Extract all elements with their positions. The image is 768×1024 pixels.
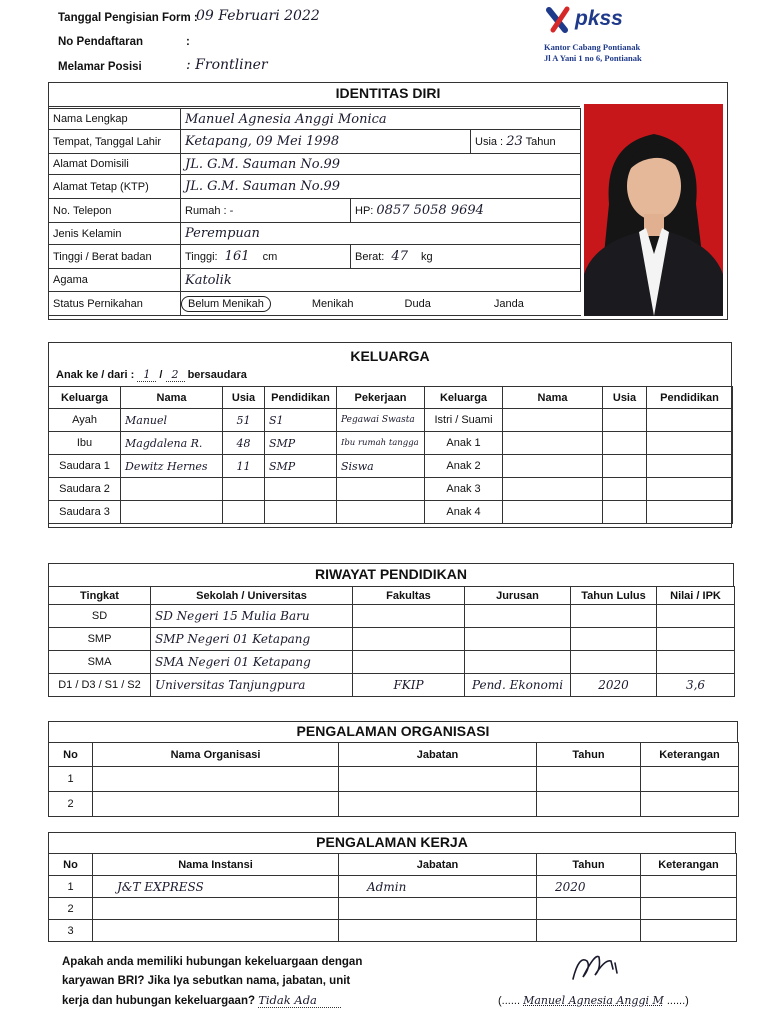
cell: Pend. Ekonomi — [465, 674, 571, 697]
pend-col-tahun-lulus: Tahun Lulus — [571, 587, 657, 605]
cell — [339, 898, 537, 920]
cell: Magdalena R. — [121, 432, 223, 455]
org-col-jabatan: Jabatan — [339, 743, 537, 767]
kerja-col-no: No — [49, 854, 93, 876]
cell — [641, 898, 737, 920]
anak-ke: 1 — [137, 368, 156, 382]
usia-value: 23 — [506, 134, 523, 149]
table-row — [49, 605, 735, 628]
cell: 1 — [49, 767, 93, 792]
cell — [571, 651, 657, 674]
cell: Anak 2 — [425, 455, 503, 478]
organisasi-header-row — [49, 743, 739, 767]
identitas-title: IDENTITAS DIRI — [335, 85, 441, 101]
signature-line — [498, 994, 689, 1007]
cell — [603, 501, 647, 524]
signature-name: Manuel Agnesia Anggi M — [523, 994, 664, 1007]
cell: 3 — [49, 920, 93, 942]
cell — [503, 455, 603, 478]
cell — [353, 628, 465, 651]
pend-col-nilai: Nilai / IPK — [657, 587, 735, 605]
cell — [265, 478, 337, 501]
cell: 3,6 — [657, 674, 735, 697]
usia-label: Usia : — [475, 136, 504, 148]
kerja-col-instansi: Nama Instansi — [93, 854, 339, 876]
cell — [93, 792, 339, 817]
cell — [353, 651, 465, 674]
status-duda: Duda — [404, 297, 431, 310]
table-row — [49, 792, 739, 817]
kerja-col-keterangan: Keterangan — [641, 854, 737, 876]
cell — [571, 628, 657, 651]
cell — [503, 501, 603, 524]
cell — [339, 920, 537, 942]
cell: SMP Negeri 01 Ketapang — [151, 628, 353, 651]
cell — [657, 628, 735, 651]
rumah-value: - — [229, 204, 234, 217]
kerja-header-row — [49, 854, 737, 876]
office-line-1: Kantor Cabang Pontianak — [544, 42, 641, 52]
table-row — [49, 651, 735, 674]
cell — [121, 478, 223, 501]
kel-col-nama: Nama — [121, 387, 223, 409]
kel-col-keluarga-2: Keluarga — [425, 387, 503, 409]
table-row — [49, 920, 737, 942]
cell — [603, 478, 647, 501]
cell — [641, 876, 737, 898]
cell — [121, 501, 223, 524]
applicant-photo — [583, 103, 724, 317]
table-row — [49, 501, 733, 524]
tetap-value: JL. G.M. Sauman No.99 — [181, 175, 581, 199]
domisili-value: JL. G.M. Sauman No.99 — [181, 154, 581, 175]
cell: D1 / D3 / S1 / S2 — [49, 674, 151, 697]
cell — [537, 792, 641, 817]
office-line-2: Jl A Yani 1 no 6, Pontianak — [544, 53, 642, 63]
cell: Universitas Tanjungpura — [151, 674, 353, 697]
organisasi-title: PENGALAMAN ORGANISASI — [296, 723, 490, 739]
org-col-no: No — [49, 743, 93, 767]
cell — [503, 432, 603, 455]
portrait-image — [584, 104, 723, 316]
cell: SD Negeri 15 Mulia Baru — [151, 605, 353, 628]
position-value: : Frontliner — [186, 57, 268, 73]
nama-label: Nama Lengkap — [49, 109, 181, 130]
berat-value: 47 — [391, 249, 408, 264]
status-options — [181, 292, 581, 316]
kel-col-pekerjaan: Pekerjaan — [337, 387, 425, 409]
kel-col-nama-2: Nama — [503, 387, 603, 409]
cell: 2 — [49, 792, 93, 817]
cell — [657, 605, 735, 628]
question-line-3-text: kerja dan hubungan kekeluargaan? — [62, 995, 255, 1007]
cell: Saudara 2 — [49, 478, 121, 501]
cell — [603, 409, 647, 432]
cell: Anak 4 — [425, 501, 503, 524]
cell: 1 — [49, 876, 93, 898]
cell: FKIP — [353, 674, 465, 697]
cell: Ibu — [49, 432, 121, 455]
cell: 2020 — [537, 876, 641, 898]
cell: 2020 — [571, 674, 657, 697]
reg-no-label: No Pendaftaran — [58, 36, 143, 48]
keluarga-table — [48, 386, 733, 524]
cell — [603, 455, 647, 478]
cell — [93, 920, 339, 942]
kel-col-usia-2: Usia — [603, 387, 647, 409]
cell: SMP — [265, 432, 337, 455]
question-line-3 — [62, 991, 362, 1011]
cell: Manuel — [121, 409, 223, 432]
identitas-table — [48, 108, 581, 316]
keluarga-title: KELUARGA — [350, 348, 430, 364]
pend-col-fakultas: Fakultas — [353, 587, 465, 605]
signature-open: (...... — [498, 995, 520, 1007]
pendidikan-table — [48, 586, 735, 697]
rumah-cell — [181, 199, 351, 223]
bri-answer: Tidak Ada — [258, 993, 341, 1008]
ttl-label: Tempat, Tanggal Lahir — [49, 130, 181, 154]
cell — [647, 455, 733, 478]
table-row — [49, 674, 735, 697]
cell — [537, 898, 641, 920]
table-row — [49, 876, 737, 898]
cell: 2 — [49, 898, 93, 920]
pendidikan-header-row — [49, 587, 735, 605]
anak-label-prefix: Anak ke / dari : — [56, 369, 135, 381]
cell: Anak 1 — [425, 432, 503, 455]
question-line-2: karyawan BRI? Jika Iya sebutkan nama, jabatan, unit — [62, 975, 351, 987]
agama-value: Katolik — [181, 269, 581, 292]
pend-col-sekolah: Sekolah / Universitas — [151, 587, 353, 605]
cell — [223, 501, 265, 524]
cell — [603, 432, 647, 455]
signature-mark — [565, 947, 625, 987]
cell — [265, 501, 337, 524]
table-row — [49, 898, 737, 920]
cell: Siswa — [337, 455, 425, 478]
domisili-label: Alamat Domisili — [49, 154, 181, 175]
tb-label: Tinggi / Berat badan — [49, 245, 181, 269]
cell: S1 — [265, 409, 337, 432]
cell — [641, 792, 739, 817]
cell: Dewitz Hernes — [121, 455, 223, 478]
cell: SMA — [49, 651, 151, 674]
cell — [93, 767, 339, 792]
reg-no-colon: : — [186, 36, 190, 48]
identitas-title-rule — [48, 106, 580, 107]
kerja-col-tahun: Tahun — [537, 854, 641, 876]
berat-label: Berat: — [355, 251, 385, 263]
cell: SMA Negeri 01 Ketapang — [151, 651, 353, 674]
pendidikan-title: RIWAYAT PENDIDIKAN — [315, 566, 467, 582]
cell — [503, 409, 603, 432]
cell: Saudara 3 — [49, 501, 121, 524]
berat-cell — [351, 245, 581, 269]
telp-label: No. Telepon — [49, 199, 181, 223]
cell — [465, 651, 571, 674]
org-col-nama: Nama Organisasi — [93, 743, 339, 767]
hp-cell — [351, 199, 581, 223]
kg-unit: kg — [421, 251, 433, 263]
cell — [337, 478, 425, 501]
cell — [465, 628, 571, 651]
cell — [337, 501, 425, 524]
cell — [465, 605, 571, 628]
question-line-1: Apakah anda memiliki hubungan kekeluargaan dengan — [62, 956, 363, 968]
bri-question — [62, 953, 362, 1011]
cell — [339, 767, 537, 792]
table-row — [49, 767, 739, 792]
cell: Ayah — [49, 409, 121, 432]
tetap-label: Alamat Tetap (KTP) — [49, 175, 181, 199]
tinggi-value: 161 — [224, 249, 250, 264]
cell — [93, 898, 339, 920]
org-col-keterangan: Keterangan — [641, 743, 739, 767]
cell: Pegawai Swasta — [337, 409, 425, 432]
cell: J&T EXPRESS — [93, 876, 339, 898]
cell — [647, 432, 733, 455]
cell — [223, 478, 265, 501]
pend-col-tingkat: Tingkat — [49, 587, 151, 605]
cell — [641, 920, 737, 942]
cell — [647, 409, 733, 432]
table-row — [49, 455, 733, 478]
status-menikah: Menikah — [311, 297, 354, 310]
cell: SD — [49, 605, 151, 628]
cell: Ibu rumah tangga — [337, 432, 425, 455]
cell — [339, 792, 537, 817]
anak-label-suffix: bersaudara — [187, 369, 247, 381]
hp-value: 0857 5058 9694 — [376, 203, 484, 218]
brand-name: pkss — [575, 7, 623, 30]
table-row — [49, 628, 735, 651]
table-row — [49, 478, 733, 501]
table-row — [49, 432, 733, 455]
kerja-table — [48, 853, 737, 942]
keluarga-header-row — [49, 387, 733, 409]
cell: 48 — [223, 432, 265, 455]
org-col-tahun: Tahun — [537, 743, 641, 767]
anak-dari: 2 — [166, 368, 185, 382]
cell: SMP — [49, 628, 151, 651]
hp-label: HP: — [355, 205, 374, 217]
pend-col-jurusan: Jurusan — [465, 587, 571, 605]
status-belum-menikah: Belum Menikah — [181, 296, 271, 312]
cell — [647, 501, 733, 524]
usia-cell — [471, 130, 581, 154]
cell: Anak 3 — [425, 478, 503, 501]
cell: 11 — [223, 455, 265, 478]
cell: Istri / Suami — [425, 409, 503, 432]
jk-value: Perempuan — [181, 223, 581, 245]
kerja-col-jabatan: Jabatan — [339, 854, 537, 876]
cell — [571, 605, 657, 628]
kel-col-pendidikan: Pendidikan — [265, 387, 337, 409]
rumah-label: Rumah : — [185, 205, 227, 217]
fill-date-label: Tanggal Pengisian Form : — [58, 12, 198, 24]
usia-unit: Tahun — [525, 136, 556, 148]
jk-label: Jenis Kelamin — [49, 223, 181, 245]
nama-value: Manuel Agnesia Anggi Monica — [181, 109, 581, 130]
cell: 51 — [223, 409, 265, 432]
fill-date-value: 09 Februari 2022 — [196, 8, 320, 24]
table-row — [49, 409, 733, 432]
kerja-title: PENGALAMAN KERJA — [316, 834, 468, 850]
ttl-value: Ketapang, 09 Mei 1998 — [181, 130, 471, 154]
status-label: Status Pernikahan — [49, 292, 181, 316]
pkss-x-icon — [545, 6, 575, 34]
agama-label: Agama — [49, 269, 181, 292]
cell — [657, 651, 735, 674]
cm-unit: cm — [262, 251, 278, 263]
cell: Saudara 1 — [49, 455, 121, 478]
pkss-logo — [545, 6, 655, 36]
tinggi-cell — [181, 245, 351, 269]
cell: SMP — [265, 455, 337, 478]
kel-col-keluarga: Keluarga — [49, 387, 121, 409]
cell — [353, 605, 465, 628]
organisasi-table — [48, 742, 739, 817]
cell — [537, 920, 641, 942]
cell: Admin — [339, 876, 537, 898]
cell — [647, 478, 733, 501]
anak-info: Anak ke / dari : 1 / 2 bersaudara — [56, 368, 247, 381]
signature-close: ......) — [666, 995, 689, 1007]
status-janda: Janda — [493, 297, 524, 310]
cell — [641, 767, 739, 792]
tinggi-label: Tinggi: — [185, 251, 218, 263]
cell — [503, 478, 603, 501]
kel-col-pendidikan-2: Pendidikan — [647, 387, 733, 409]
kel-col-usia: Usia — [223, 387, 265, 409]
position-label: Melamar Posisi — [58, 61, 142, 73]
cell — [537, 767, 641, 792]
